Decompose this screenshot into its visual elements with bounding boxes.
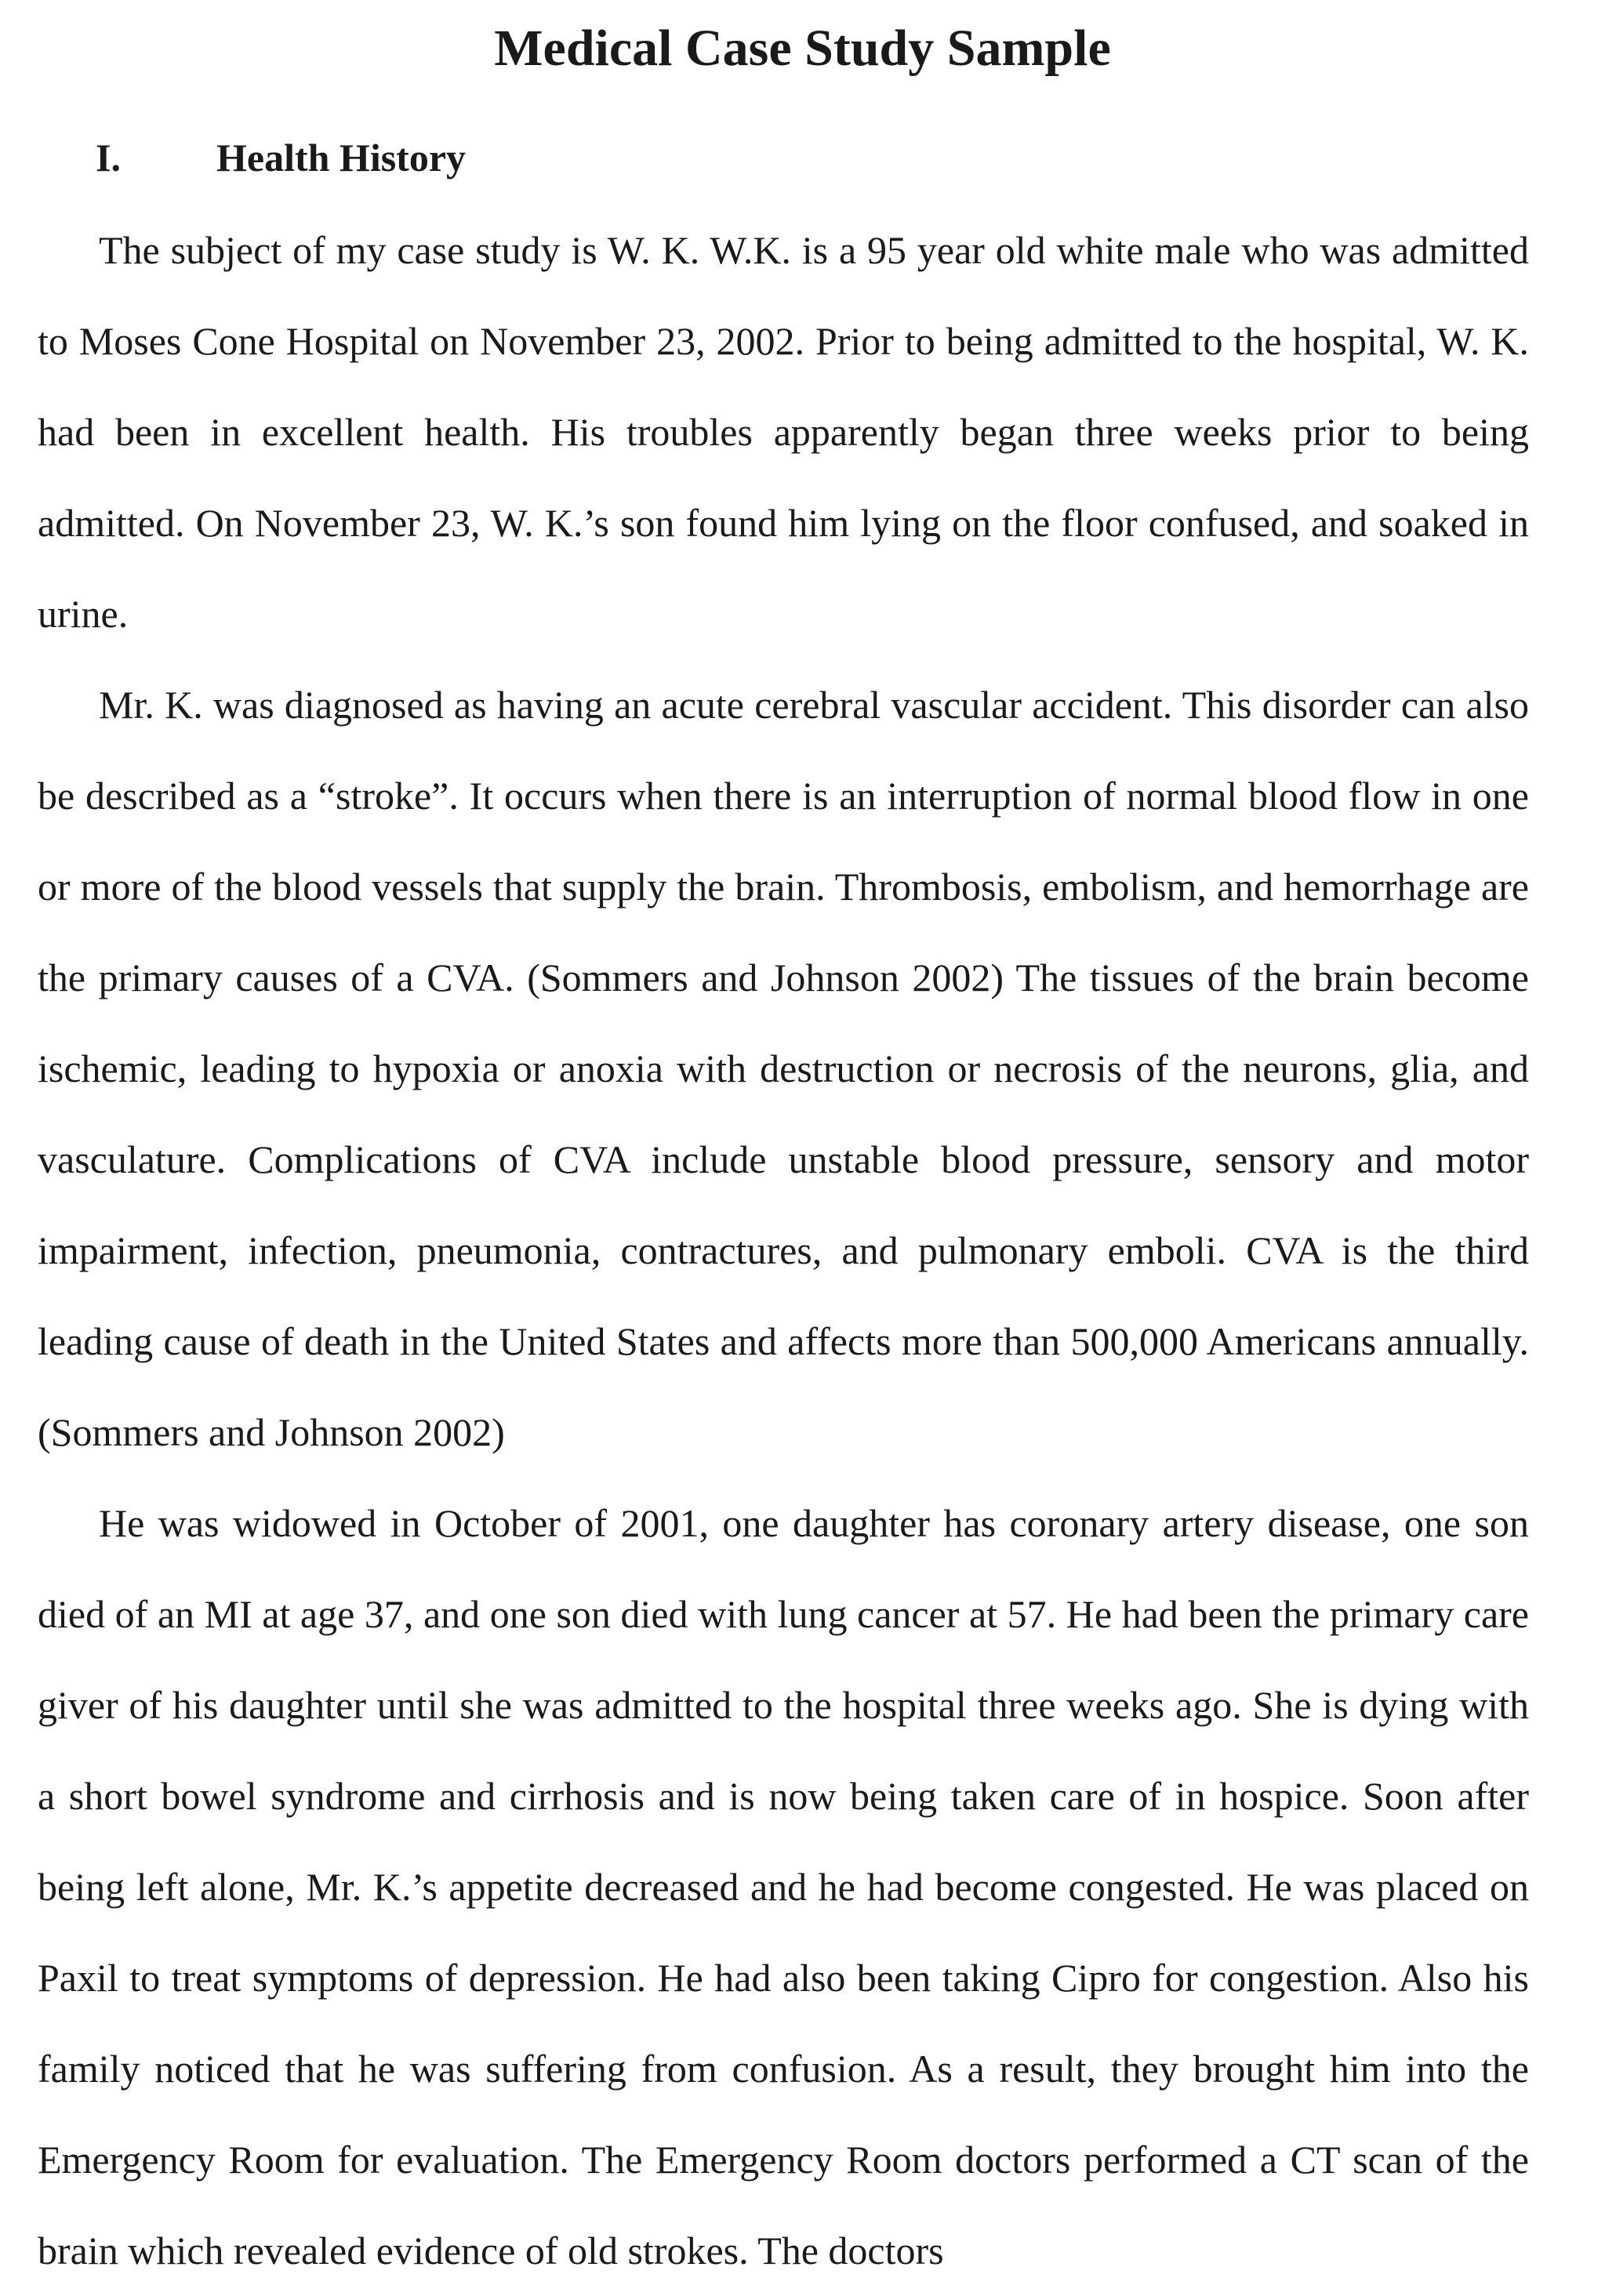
section-title: Health History	[216, 136, 467, 180]
paragraph: The subject of my case study is W. K. W.K. is a 95 year old white male who was admitted to Moses Cone Hospital on November 23, 2002. Prior to being admitted to the hospital, W. K. had been in excellent health. His troubles apparently began three weeks prior to being admitted. On November 23, W. K.’s son found him lying on the floor confused, and soaked in urine.	[38, 228, 1529, 636]
document-body	[38, 205, 1529, 2296]
paragraph: He was widowed in October of 2001, one daughter has coronary artery disease, one son died of an MI at age 37, and one son died with lung cancer at 57. He had been the primary care giver of his daughter until she was admitted to the hospital three weeks ago. She is dying with a short bowel syndrome and cirrhosis and is now being taken care of in hospice. Soon after being left alone, Mr. K.’s appetite decreased and he had become congested. He was placed on Paxil to treat symptoms of depression. He had also been taking Cipro for congestion. Also his family noticed that he was suffering from confusion. As a result, they brought him into the Emergency Room for evaluation. The Emergency Room doctors performed a CT scan of the brain which revealed evidence of old strokes. The doctors	[38, 1501, 1529, 2272]
section-heading	[0, 130, 1605, 185]
document-title: Medical Case Study Sample	[494, 20, 1111, 77]
section-number: I.	[96, 136, 121, 180]
paragraph: Mr. K. was diagnosed as having an acute cerebral vascular accident. This disorder can also be described as a “stroke”. It occurs when there is an interruption of normal blood flow in one or more of the blood vessels that supply the brain. Thrombosis, embolism, and hemorrhage are the primary causes of a CVA. (Sommers and Johnson 2002) The tissues of the brain become ischemic, leading to hypoxia or anoxia with destruction or necrosis of the neurons, glia, and vasculature. Complications of CVA include unstable blood pressure, sensory and motor impairment, infection, pneumonia, contractures, and pulmonary emboli. CVA is the third leading cause of death in the United States and affects more than 500,000 Americans annually. (Sommers and Johnson 2002)	[38, 683, 1529, 1454]
